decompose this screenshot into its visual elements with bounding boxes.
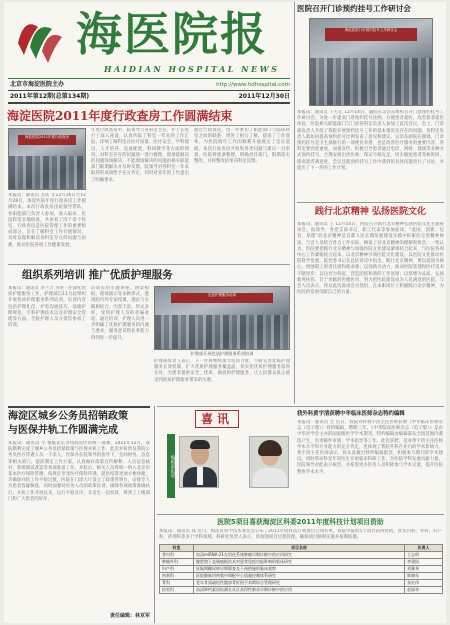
good-news-badge: 编辑部报道 <box>167 434 175 498</box>
editor-credit: 责任编辑：林京军 <box>109 613 150 619</box>
table-cell: 腹腔镜下直肠癌根治术对患者免疫功能影响的临床研究 <box>194 559 405 566</box>
article-research-grants <box>157 514 444 623</box>
table-cell: 血清miRNA-21在消化系统肿瘤早期诊断中的应用研究 <box>194 552 405 559</box>
table-cell: 药剂科 <box>160 573 194 580</box>
article-good-news <box>157 406 444 513</box>
article-body-col3: 通过行政查房，进一步密切了职能部门与临床科室之间的联系，增进了相互了解，提高了工作效率，为医院明年工作的顺利开展奠定了坚实基础。本次行政查房共收集各类问题与建议一百余条，医院将逐条整理，明确责任部门，限期落实整改，并将整改结果向科室反馈。 <box>194 128 290 165</box>
table-row <box>160 559 443 566</box>
logo-mark-icon <box>10 7 66 71</box>
article-body-col3: 护理部负责人表示，下一步将继续加大培训力度，不断完善优质护理服务长效机制，扩大优质护理服务覆盖面，切实把优质护理服务落到实处，为患者提供安全、优质、满意的护理服务，让人民群众真正感受到优质护理服务带来的实惠。 <box>154 359 290 383</box>
admin-rounds-photo <box>8 128 86 190</box>
article-body-col1: 本报讯：通讯员 杰珏 年12月26日至12月28日，海淀医院年度行政查房工作圆满结束。本次行政查房由院领导带队，各职能部门负责人参加，深入临床、医技科室实地检查，共查看了四十余个科室。行政查房是医院管理工作的重要组成部分，旨在了解科室工作开展情况，及时发现和解决各科室存在的问题与困难，推动医院各项工作健康发展。 <box>8 193 86 248</box>
photo-banner: 海淀医院2011年度行政查房 <box>18 135 76 145</box>
table-header-cell: 负责人 <box>405 545 443 552</box>
article-appointment-seminar <box>297 2 444 202</box>
article-body-col1: 本报讯：通讯员 李兰芳 为进一步深化优质护理服务工作，护理部自11月起组织开展优质护理服务系列培训，培训内容包括护理礼仪、护患沟通技巧、基础护理规范、专科护理技术以及护理安全管理等方面。全院护理人员分批次参加了培训。 <box>8 286 86 329</box>
grants-body: 本报讯：通讯员 郑 近日，海淀区科学技术委员会公布了2011年度科技计划项目立项名单，我院申报的5个项目获得资助，涉及内科、外科、妇产科、药剂科等多个学科领域。科研处负责人表示，将加强项目过程管理，确保项目顺利实施并按期结题。 <box>159 529 442 541</box>
good-news-body: 本报讯：通讯员 生 近日，我院外科黄宇清主任医师获聘《中华临床医师杂志（电子版）》特约编辑，聘期三年。《中华临床医师杂志（电子版）》是由中华医学会主办的国家级医学学术期刊，特约编辑由编辑部从全国范围内遴选产生，负责稿件审阅、学术指导等工作。此次获聘，是对黄宇清主任医师学术水平和专业能力的充分肯定，也体现了我院外科在业内的学术影响力。黄宇清主任医师表示，将认真履行特约编辑职责，积极参与期刊的学术建设，同时带动科室年轻医生开展临床科研工作，为医院学科发展贡献力量。医院领导对此表示祝贺，并希望更多医务人员积极参与学术交流，提升医院整体学术水平。 <box>297 420 443 475</box>
table-row <box>160 573 443 580</box>
table-cell: 检验科 <box>160 587 194 594</box>
masthead-rule-bottom <box>8 102 290 104</box>
table-cell: 李建国 <box>405 559 443 566</box>
article-headline: 践行北京精神 弘扬医院文化 <box>314 207 427 217</box>
publisher-line: 北京市海淀医院主办 <box>10 81 65 88</box>
masthead-title: 海医院报 <box>76 7 268 61</box>
table-cell: 医院静脉用药集中调配中心质量控制体系研究 <box>194 573 405 580</box>
issue-number: 2011年第12期(总第134期) <box>10 93 90 100</box>
column-divider <box>294 2 295 404</box>
table-row <box>160 580 443 587</box>
masthead-rule-mid <box>8 90 290 91</box>
article-body: 本报讯：通讯员 王 12月14日，医院召开践行北京精神弘扬医院文化主题座谈会。院领导、各党支部书记、职工代表等参加座谈。“爱国、创新、包容、厚德”的北京精神是首都人民长期发展建设实践中积累的宝贵精神财富。与会人员结合各自工作实际，畅谈了对北京精神的理解和体会，一致认为，医院要把践行北京精神与加强医院文化建设紧密结合起来，与医院各项中心工作紧密结合起来，以北京精神引领医院文化建设，以医院文化推动医院科学发展。院党委书记在总结讲话中指出，践行北京精神，要以爱国为核心，增强职工的责任感和使命感；以创新为动力，推动医院管理和医疗技术不断进步；以包容为特征，营造团结和谐的工作氛围；以厚德为品质，弘扬救死扶伤、甘于奉献的医德医风，努力把医院建设成为人民满意的医院。与会人员表示，将以此次座谈会为契机，在本职岗位上积极践行北京精神，为医院的发展贡献自己的力量。 <box>297 222 444 296</box>
article-headline-line2: 与医保并轨工作圆满完成 <box>8 425 118 436</box>
nursing-training-photo <box>154 286 290 350</box>
table-row <box>160 587 443 594</box>
photo-caption: 护理部开展优质护理服务系列培训 <box>190 351 254 356</box>
masthead-subtitle: HAIDIAN HOSPITAL NEWS <box>104 64 280 74</box>
article-body-col2: 年度行政查房中，院领导与各科室主任、护士长进行了深入座谈，认真听取了科室一年来的工作汇报，详细了解科室在医疗质量、医疗安全、学科建设、人才培养、设备配置、科研教学等方面的情况，对科室存在的问题逐一进行梳理，现场能解决的问题现场解决，不能现场解决的问题由相关职能部门限期解决并及时反馈。院领导对各科室一年来取得的成绩给予充分肯定，同时对来年的工作提出了明确要求。 <box>91 128 189 183</box>
table-cell: 陈晓东 <box>405 573 443 580</box>
table-cell: 骨科 <box>160 580 194 587</box>
website-link[interactable]: http://www.hdhospital.com <box>216 82 290 88</box>
article-body: 本报讯：通讯员 千方元 12月14日，副院长吴浩东组织召开门诊预约挂号工作研讨会。为进一步提高门诊预约挂号比例，方便患者就医，改善患者就医体验，医院相关职能部门与门诊各科室负责人参加了此次会议。会上，门诊部负责人介绍了我院开展预约挂号工作的基本情况及存在的问题，各科室负责人就如何提高预约挂号比例发表了意见和建议。吴浩东副院长强调，门诊预约挂号是卫生部推行的一项便民举措，也是改善医疗服务的重要内容，各科室要高度重视，加强宣传，积极引导患者通过电话、网络、现场等多种方式预约挂号，合理安排出诊医师，保证号源充足，切实缩短患者等候时间，提高患者满意度。会议还就预约挂号工作中遇到的具体问题进行了讨论，并提出了下一步的工作计划。 <box>297 110 444 171</box>
table-cell: 肿瘤外科 <box>160 559 194 566</box>
table-row <box>160 566 443 573</box>
table-header-cell: 科室 <box>160 545 194 552</box>
seminar-photo <box>309 18 433 106</box>
article-admin-rounds <box>4 106 292 264</box>
table-header-cell: 项目名称 <box>194 545 405 552</box>
table-cell: 妇产科 <box>160 566 194 573</box>
article-beijing-spirit <box>297 202 444 402</box>
table-header-row <box>160 545 443 552</box>
masthead <box>4 2 292 104</box>
photo-banner: 优质护理服务培训 <box>171 293 273 303</box>
table-cell: 血清降钙素原检测在社区获得性肺炎早期诊断中的应用 <box>194 587 405 594</box>
table-row <box>160 552 443 559</box>
table-cell: 张宏伟 <box>405 580 443 587</box>
table-cell: 妊娠期糖尿病早期筛查及干预措施的临床观察 <box>194 566 405 573</box>
table-cell: 刘雅琴 <box>405 566 443 573</box>
grants-table <box>159 544 443 594</box>
good-news-title: 喜讯 <box>195 410 239 428</box>
newspaper-page <box>4 2 446 623</box>
table-cell: 老年骨质疏松性髋部骨折围手术期综合管理研究 <box>194 580 405 587</box>
article-headline: 组织系列培训 推广优质护理服务 <box>22 269 173 281</box>
portrait-1 <box>179 436 219 488</box>
article-headline: 海淀医院2011年度行政查房工作圆满结束 <box>7 109 233 123</box>
column-divider <box>154 406 155 623</box>
article-headline-line1: 海淀区城乡公务员招销政策 <box>8 411 128 422</box>
article-medical-insurance <box>4 406 154 623</box>
article-body-col2: 培训采用专题讲座、情景模拟、现场演示等多种形式，邀请院内外专家授课，理论与实践相结合，内容丰富，形式多样，受到护理人员的普遍欢迎。通过培训，护理人员进一步明确了优质护理服务的内涵与要求，服务意识和业务能力得到进一步提升。 <box>91 286 149 341</box>
article-body: 本报讯：通讯员 小 根据北京市和海淀区的统一部署，2011年12月，我院顺利完成了城乡公务员招销政策与医保并轨工作。此次并轨涉及我院公务员医疗待遇人员一千余人，医保办在院领导的指导下，会同财务、信息等相关部门，提前制定工作方案，认真做好政策宣传解释、人员信息核对、系统调试改造等各项准备工作。并轨后，相关人员将统一纳入北京市基本医疗保险管理，按规定享受医疗保险待遇，就医结算更加方便快捷。为确保并轨工作平稳过渡，医院在门诊大厅设立了政策咨询台，安排专人为患者答疑解惑，同时加强对医务人员的政策培训，确保各项政策准确执行。并轨工作开展以来，运行平稳有序，未发生一起投诉，得到了上级部门和广大患者的好评。 <box>8 441 150 502</box>
article-nursing-training <box>4 264 294 404</box>
table-cell: 王志明 <box>405 552 443 559</box>
issue-date: 2011年12月30日 <box>238 93 290 100</box>
table-cell: 普内科 <box>160 552 194 559</box>
photo-banner: 海淀医院门诊预约挂号工作研讨会 <box>325 28 418 42</box>
article-headline: 医院召开门诊预约挂号工作研讨会 <box>297 4 411 13</box>
table-cell: 赵丽华 <box>405 587 443 594</box>
grants-headline: 医院5项目喜获海淀区科委2011年度科技计划项目资助 <box>217 518 384 526</box>
masthead-rule-top <box>8 78 290 79</box>
good-news-headline: 我外科黄宇清获聘中华临床医师杂志特约编辑 <box>297 411 405 417</box>
portrait-2 <box>249 436 289 488</box>
